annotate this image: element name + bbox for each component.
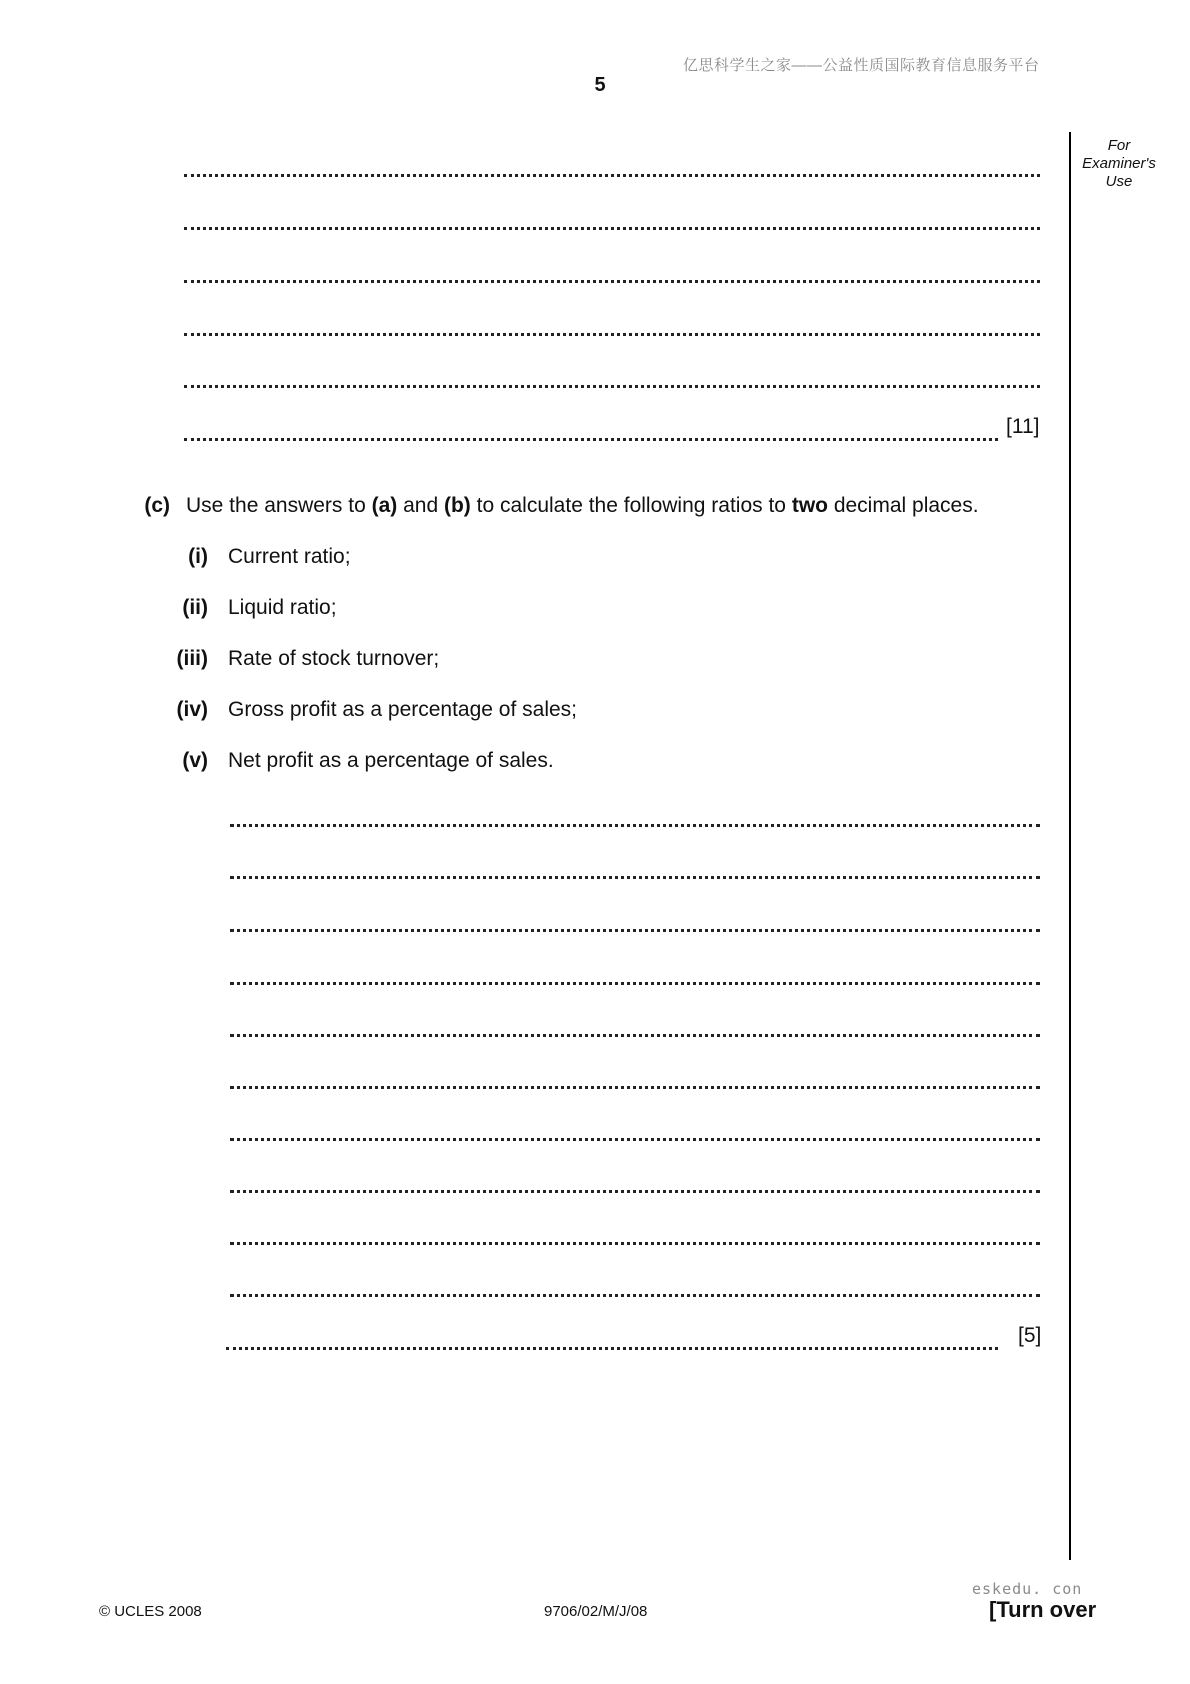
answer-line[interactable]: [230, 1242, 1040, 1248]
watermark-text: 亿思科学生之家——公益性质国际教育信息服务平台: [683, 57, 1040, 74]
examiner-label-line-2: Examiner's: [1082, 155, 1156, 172]
sub-question-text: Current ratio;: [228, 545, 351, 568]
answer-line[interactable]: [184, 438, 998, 444]
question-text-part: decimal places.: [827, 494, 979, 517]
sub-question-label: (v): [182, 749, 208, 772]
page-number: 5: [594, 74, 606, 96]
sub-question-row: [0, 596, 1060, 624]
question-text-part: Use the answers to: [186, 494, 372, 517]
paper-code: 9706/02/M/J/08: [544, 1603, 648, 1620]
question-text-part: and: [397, 494, 444, 517]
marks-label: [5]: [1018, 1324, 1042, 1347]
examiner-margin-line: [1069, 132, 1071, 1560]
answer-line[interactable]: [184, 280, 1040, 286]
sub-question-row: [0, 698, 1060, 726]
examiner-label-line-3: Use: [1105, 173, 1133, 190]
turn-over-label: [Turn over: [989, 1597, 1097, 1622]
answer-line[interactable]: [184, 333, 1040, 339]
answer-line[interactable]: [230, 1190, 1040, 1196]
examiner-label-line-1: For: [1107, 137, 1131, 154]
sub-question-label: (iii): [176, 647, 208, 670]
answer-line[interactable]: [230, 876, 1040, 882]
site-domain-text: eskedu. con: [972, 1580, 1083, 1598]
answer-line[interactable]: [230, 1294, 1040, 1300]
answer-line[interactable]: [184, 227, 1040, 233]
sub-question-label: (iv): [176, 698, 208, 721]
question-c-row: [0, 494, 1060, 522]
ref-b: (b): [443, 494, 471, 517]
sub-question-row: [0, 749, 1060, 777]
sub-question-text: Gross profit as a percentage of sales;: [228, 698, 578, 721]
marks-label: [11]: [1006, 415, 1040, 438]
sub-question-row: [0, 647, 1060, 675]
sub-question-text: Liquid ratio;: [228, 596, 337, 619]
question-text-part: to calculate the following ratios to: [470, 494, 792, 517]
copyright-text: © UCLES 2008: [99, 1603, 202, 1620]
answer-line[interactable]: [230, 982, 1040, 988]
answer-line[interactable]: [230, 1138, 1040, 1144]
sub-question-label: (i): [188, 545, 208, 568]
question-c-text: [186, 494, 979, 518]
answer-line[interactable]: [184, 174, 1040, 180]
sub-question-text: Rate of stock turnover;: [228, 647, 440, 670]
answer-line[interactable]: [230, 824, 1040, 830]
ref-a: (a): [371, 494, 398, 517]
answer-line[interactable]: [230, 1034, 1040, 1040]
answer-line[interactable]: [230, 1086, 1040, 1092]
emphasis-two: two: [791, 494, 828, 517]
answer-line[interactable]: [226, 1347, 998, 1353]
sub-question-label: (ii): [182, 596, 208, 619]
question-c-label: (c): [144, 494, 170, 517]
sub-question-text: Net profit as a percentage of sales.: [228, 749, 554, 772]
answer-line[interactable]: [230, 929, 1040, 935]
sub-question-row: [0, 545, 1060, 573]
answer-line[interactable]: [184, 385, 1040, 391]
examiner-use-label: [1072, 137, 1166, 191]
